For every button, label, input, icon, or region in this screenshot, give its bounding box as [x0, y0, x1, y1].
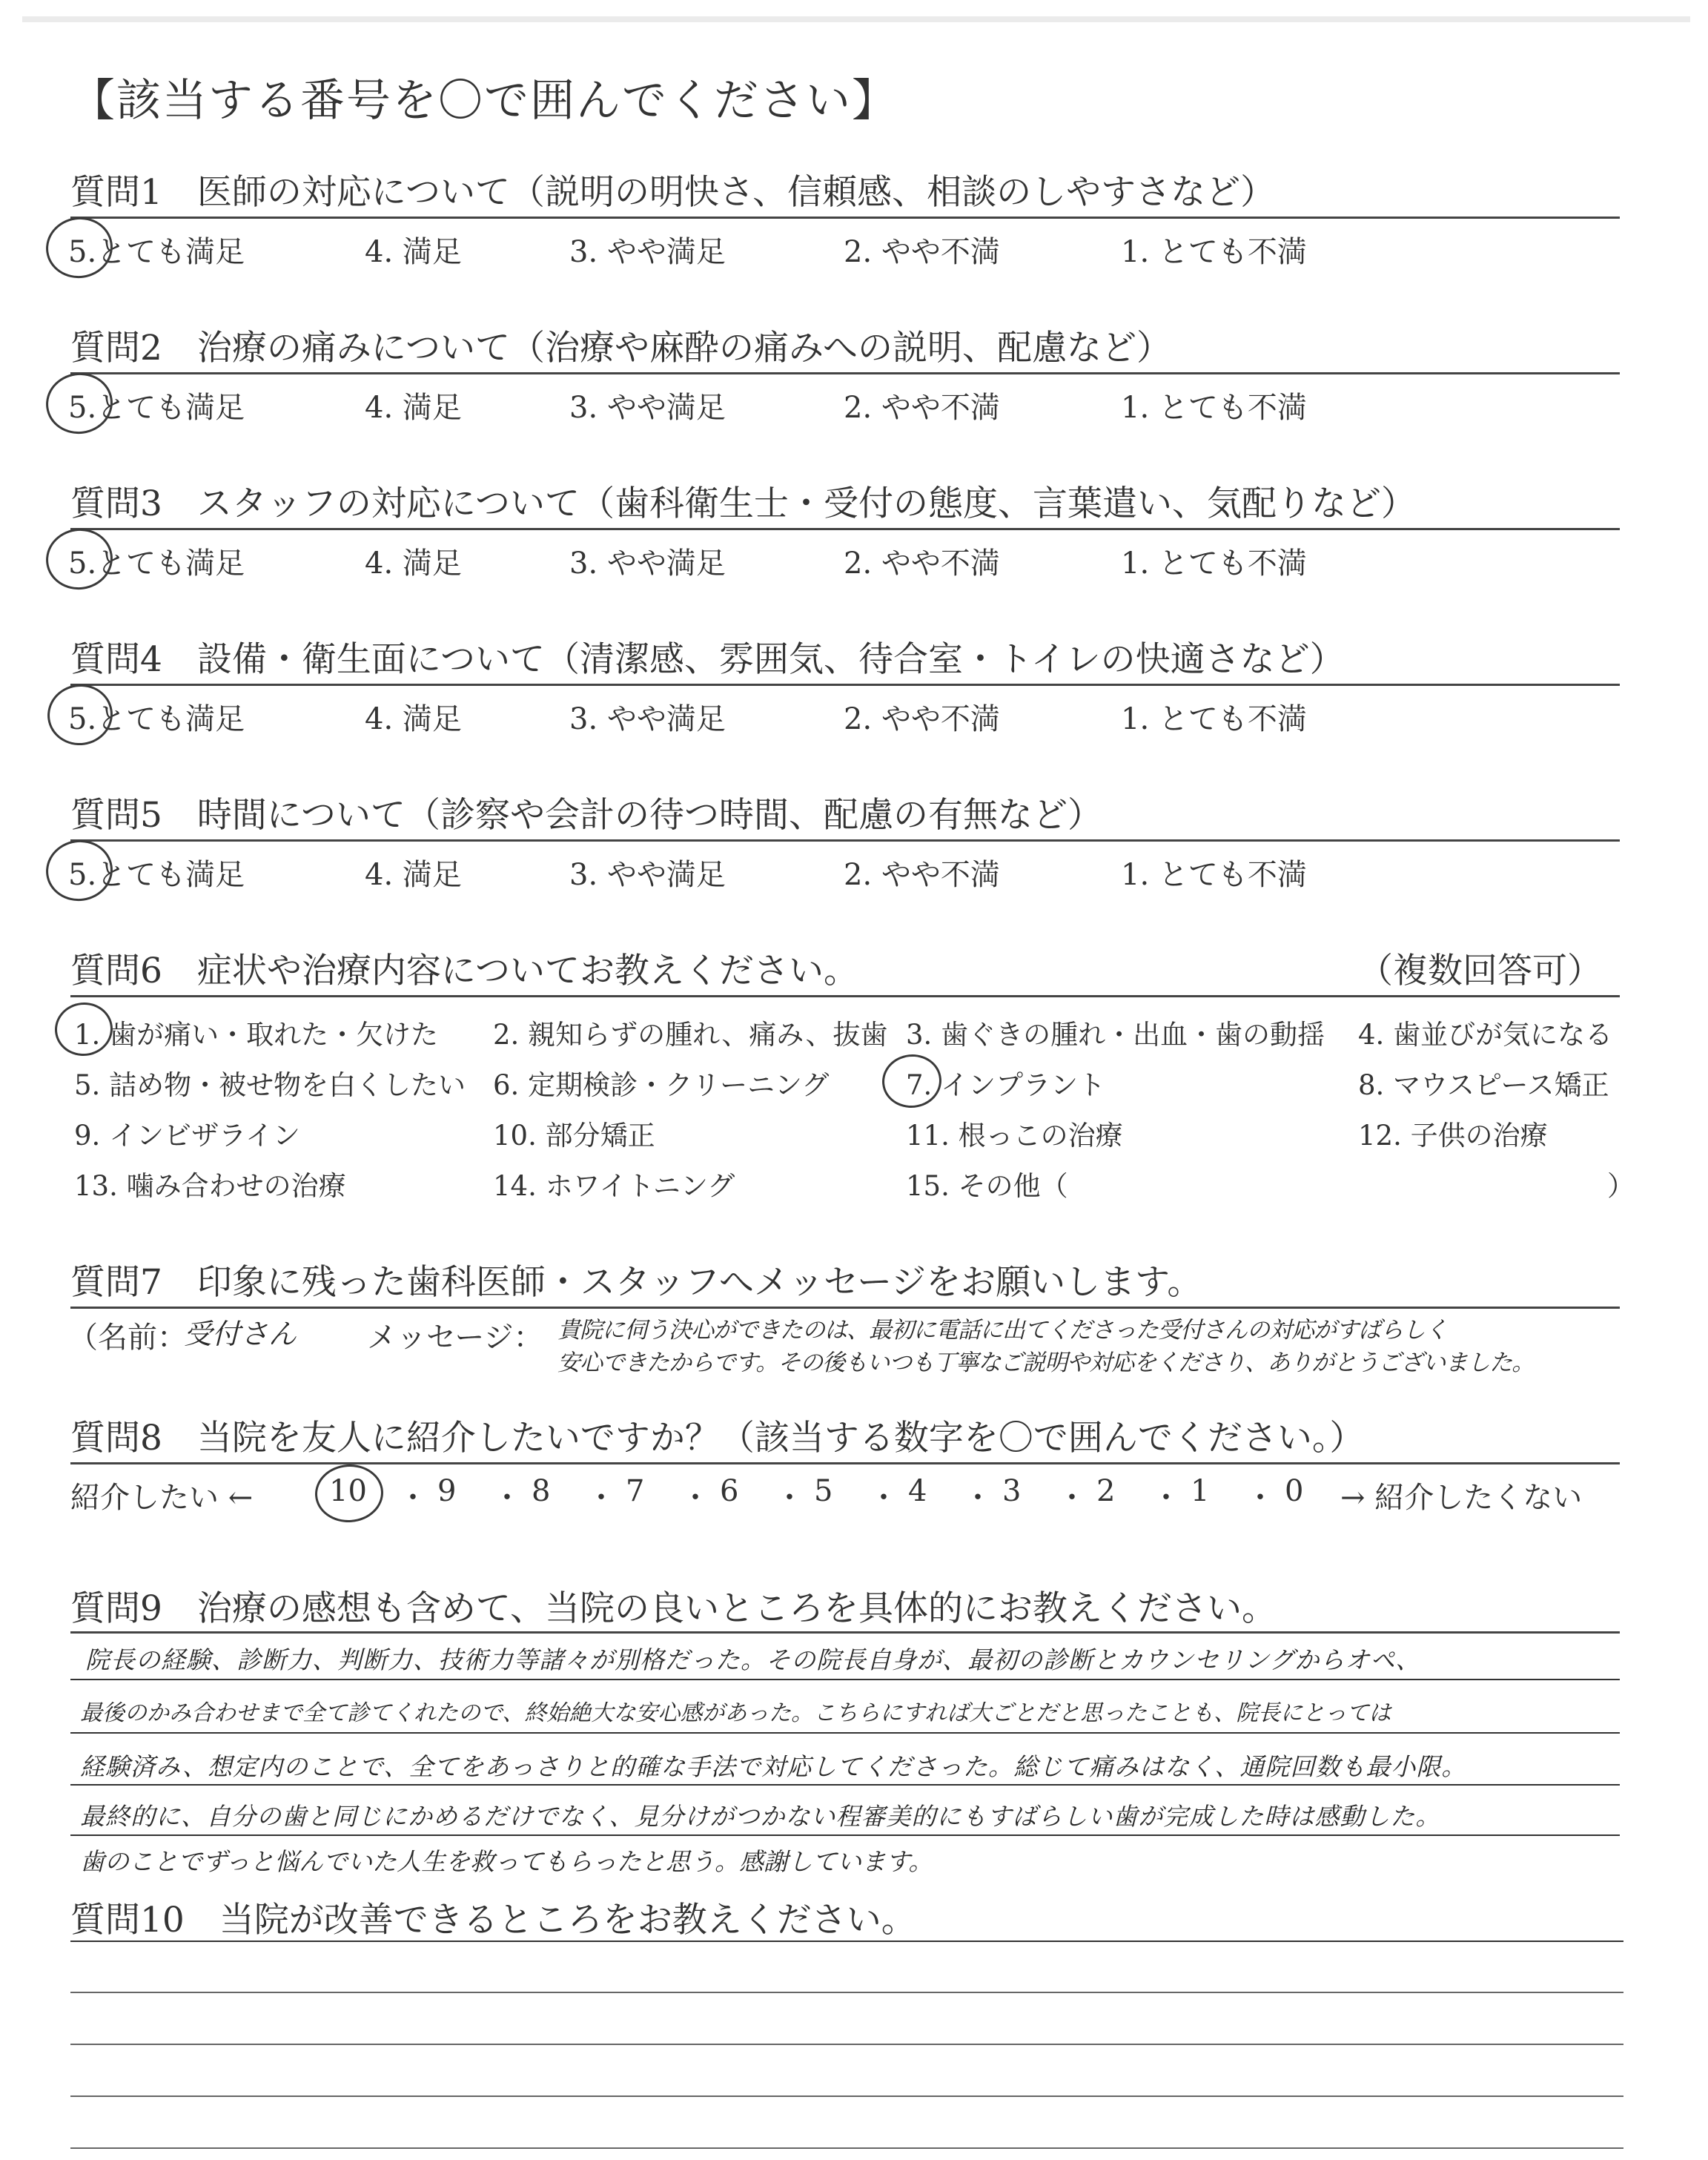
q9-writing-line	[70, 1834, 1620, 1836]
q6-option-7[interactable]: 7. インプラント	[906, 1069, 1106, 1101]
instruction-header: 【該当する番号を〇で囲んでください】	[70, 75, 898, 127]
q7-message-line-1[interactable]: 貴院に伺う決心ができたのは、最初に電話に出てくださった受付さんの対応がすばらしく	[557, 1317, 1447, 1344]
question-9-label: 質問9 治療の感想も含めて、当院の良いところを具体的にお教えください。	[70, 1588, 1277, 1629]
q4-selection-circle	[44, 680, 117, 749]
q8-sep: ・	[586, 1481, 616, 1515]
q8-sep: ・	[869, 1481, 898, 1515]
q8-scale-0[interactable]: 0	[1285, 1474, 1304, 1508]
q8-sep: ・	[775, 1481, 804, 1515]
q8-sep: ・	[1151, 1481, 1181, 1515]
q3-option-4[interactable]: 4. 満足	[365, 546, 462, 581]
q8-scale-9[interactable]: 9	[437, 1474, 457, 1508]
q8-scale-1[interactable]: 1	[1191, 1474, 1210, 1508]
q9-answer-line-3[interactable]: 経験済み、想定内のことで、全てをあっさりと的確な手法で対応してくださった。総じて痛みはなく、通院回数も最小限。	[80, 1752, 1467, 1781]
q6-option-1[interactable]: 1. 歯が痛い・取れた・欠けた	[74, 1019, 439, 1051]
q9-answer-line-4[interactable]: 最終的に、自分の歯と同じにかめるだけでなく、見分けがつかない程審美的にもすばらしい歯が完成した時は感動した。	[80, 1802, 1441, 1831]
q5-option-4[interactable]: 4. 満足	[365, 858, 462, 892]
q4-option-5[interactable]: 5.とても満足	[68, 702, 245, 736]
q1-selection-circle	[42, 213, 117, 283]
q10-writing-line[interactable]	[70, 2095, 1623, 2097]
q5-option-1[interactable]: 1. とても不満	[1121, 858, 1307, 892]
q5-option-3[interactable]: 3. やや満足	[569, 858, 726, 892]
q9-writing-line	[70, 1784, 1620, 1786]
q8-scale-4[interactable]: 4	[908, 1474, 927, 1508]
q5-option-5[interactable]: 5.とても満足	[68, 858, 245, 892]
q8-sep: ・	[1057, 1481, 1087, 1515]
question-1-rule	[70, 217, 1620, 219]
q6-option-15-close: ）	[1607, 1170, 1635, 1202]
q2-option-5[interactable]: 5.とても満足	[68, 391, 245, 425]
q5-option-2[interactable]: 2. やや不満	[844, 858, 1000, 892]
q1-option-3[interactable]: 3. やや満足	[569, 235, 726, 269]
q1-option-4[interactable]: 4. 満足	[365, 235, 462, 269]
q9-answer-line-5[interactable]: 歯のことでずっと悩んでいた人生を救ってもらったと思う。感謝しています。	[80, 1847, 933, 1876]
question-7-label: 質問7 印象に残った歯科医師・スタッフへメッセージをお願いします。	[70, 1262, 1202, 1303]
q8-scale-2[interactable]: 2	[1096, 1474, 1116, 1508]
q10-writing-line[interactable]	[70, 1941, 1623, 1942]
q3-option-5[interactable]: 5.とても満足	[68, 546, 245, 581]
question-5-rule	[70, 839, 1620, 842]
question-2-label: 質問2 治療の痛みについて（治療や麻酔の痛みへの説明、配慮など）	[70, 328, 1172, 369]
q8-selection-circle	[313, 1462, 385, 1525]
q6-option-15[interactable]: 15. その他（	[906, 1170, 1068, 1202]
q9-writing-line	[70, 1732, 1620, 1734]
q4-option-2[interactable]: 2. やや不満	[844, 702, 1000, 736]
q3-option-3[interactable]: 3. やや満足	[569, 546, 726, 581]
question-8-label: 質問8 当院を友人に紹介したいですか？（該当する数字を〇で囲んでください。）	[70, 1418, 1365, 1459]
q6-option-14[interactable]: 14. ホワイトニング	[493, 1170, 735, 1202]
question-4-rule	[70, 684, 1620, 686]
q2-option-3[interactable]: 3. やや満足	[569, 391, 726, 425]
q8-sep: ・	[492, 1481, 522, 1515]
q6-option-10[interactable]: 10. 部分矯正	[493, 1120, 655, 1152]
question-5-label: 質問5 時間について（診察や会計の待つ時間、配慮の有無など）	[70, 795, 1102, 836]
q8-sep: ・	[1245, 1481, 1275, 1515]
q2-option-4[interactable]: 4. 満足	[365, 391, 462, 425]
q10-writing-line[interactable]	[70, 1992, 1623, 1993]
question-2-rule	[70, 372, 1620, 374]
q7-message-line-2[interactable]: 安心できたからです。その後もいつも丁寧なご説明や対応をくださり、ありがとうございました。	[557, 1350, 1535, 1376]
q6-option-11[interactable]: 11. 根っこの治療	[906, 1120, 1123, 1152]
q8-scale-10[interactable]: 10	[329, 1474, 367, 1508]
q7-message-label: メッセージ：	[367, 1321, 543, 1355]
q8-right-label: → 紹介したくない	[1340, 1481, 1583, 1515]
q2-option-2[interactable]: 2. やや不満	[844, 391, 1000, 425]
q4-option-3[interactable]: 3. やや満足	[569, 702, 726, 736]
q6-option-9[interactable]: 9. インビザライン	[74, 1120, 300, 1152]
q6-option-3[interactable]: 3. 歯ぐきの腫れ・出血・歯の動揺	[906, 1019, 1325, 1051]
q8-scale-3[interactable]: 3	[1002, 1474, 1022, 1508]
question-7-rule	[70, 1307, 1620, 1309]
q1-option-2[interactable]: 2. やや不満	[844, 235, 1000, 269]
question-6-rule	[70, 995, 1620, 997]
question-10-label: 質問10 当院が改善できるところをお教えください。	[70, 1900, 916, 1941]
q6-option-4[interactable]: 4. 歯並びが気になる	[1358, 1019, 1613, 1051]
q7-name-label: （名前：	[68, 1321, 187, 1355]
q7-name-value[interactable]: 受付さん	[184, 1318, 297, 1350]
q6-option-8[interactable]: 8. マウスピース矯正	[1358, 1069, 1609, 1101]
q9-answer-line-2[interactable]: 最後のかみ合わせまで全て診てくれたので、終始絶大な安心感があった。こちらにすれば大ごとだと思ったことも、院長にとっては	[80, 1700, 1391, 1726]
q6-option-12[interactable]: 12. 子供の治療	[1358, 1120, 1548, 1152]
question-4-label: 質問4 設備・衛生面について（清潔感、雰囲気、待合室・トイレの快適さなど）	[70, 639, 1345, 680]
q5-selection-circle	[42, 836, 117, 905]
q3-selection-circle	[42, 524, 117, 594]
q1-option-1[interactable]: 1. とても不満	[1121, 235, 1307, 269]
q9-answer-line-1[interactable]: 院長の経験、診断力、判断力、技術力等諸々が別格だった。その院長自身が、最初の診断とカウンセリングからオペ、	[85, 1645, 1421, 1674]
question-6-label: 質問6 症状や治療内容についてお教えください。	[70, 951, 858, 991]
q3-option-1[interactable]: 1. とても不満	[1121, 546, 1307, 581]
q3-option-2[interactable]: 2. やや不満	[844, 546, 1000, 581]
q6-option-5[interactable]: 5. 詰め物・被せ物を白くしたい	[74, 1069, 466, 1101]
q10-writing-line[interactable]	[70, 2044, 1623, 2045]
q10-writing-line[interactable]	[70, 2147, 1623, 2149]
q4-option-4[interactable]: 4. 満足	[365, 702, 462, 736]
q6-option-13[interactable]: 13. 噛み合わせの治療	[74, 1170, 346, 1202]
q4-option-1[interactable]: 1. とても不満	[1121, 702, 1307, 736]
q8-scale-7[interactable]: 7	[626, 1474, 645, 1508]
question-3-rule	[70, 528, 1620, 530]
q8-scale-8[interactable]: 8	[532, 1474, 551, 1508]
q2-option-1[interactable]: 1. とても不満	[1121, 391, 1307, 425]
q8-sep: ・	[398, 1481, 428, 1515]
q6-option-2[interactable]: 2. 親知らずの腫れ、痛み、抜歯	[493, 1019, 888, 1051]
q6-option-6[interactable]: 6. 定期検診・クリーニング	[493, 1069, 830, 1101]
question-1-label: 質問1 医師の対応について（説明の明快さ、信頼感、相談のしやすさなど）	[70, 172, 1276, 213]
q8-scale-6[interactable]: 6	[720, 1474, 739, 1508]
q9-writing-line	[70, 1679, 1620, 1680]
q8-sep: ・	[963, 1481, 993, 1515]
question-6-note: （複数回答可）	[1358, 951, 1602, 991]
q1-option-5[interactable]: 5.とても満足	[68, 235, 245, 269]
q8-left-label: 紹介したい ←	[70, 1481, 254, 1515]
q2-selection-circle	[42, 369, 117, 438]
q8-scale-5[interactable]: 5	[814, 1474, 833, 1508]
scan-top-edge	[22, 16, 1690, 22]
q8-sep: ・	[681, 1481, 710, 1515]
question-3-label: 質問3 スタッフの対応について（歯科衛生士・受付の態度、言葉遣い、気配りなど）	[70, 483, 1416, 524]
question-8-rule	[70, 1462, 1620, 1464]
question-9-rule	[70, 1631, 1620, 1634]
